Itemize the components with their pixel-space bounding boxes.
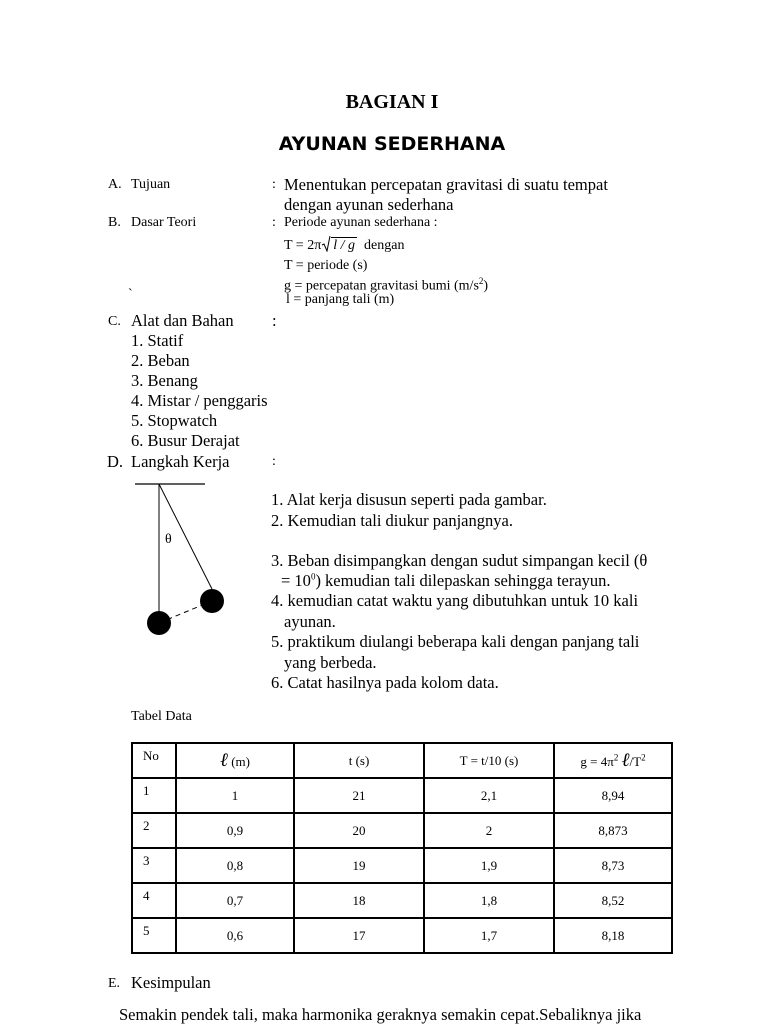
- table-row: [132, 848, 672, 883]
- cell-length: 0,7: [176, 883, 294, 918]
- cell-period: 2,1: [424, 778, 554, 813]
- cell-period: 1,9: [424, 848, 554, 883]
- cell-period: 1,8: [424, 883, 554, 918]
- table-row: [132, 778, 672, 813]
- data-table: [131, 742, 673, 954]
- cell-time: 20: [294, 813, 424, 848]
- bob-rest: [147, 611, 171, 635]
- section-b-label: Dasar Teori: [131, 215, 197, 230]
- conclusion-text: Semakin pendek tali, maka harmonika geraknya semakin cepat.Sebaliknya jika: [119, 1005, 642, 1024]
- formula-radicand: l / g: [333, 238, 356, 253]
- section-c-label: Alat dan Bahan: [131, 311, 234, 330]
- step-item: 5. praktikum diulangi beberapa kali dengan panjang tali: [271, 632, 640, 651]
- page-subtitle: AYUNAN SEDERHANA: [278, 133, 506, 155]
- g-mid: /T: [629, 754, 642, 769]
- length-symbol: ℓ: [220, 749, 228, 771]
- cell-no: 3: [132, 848, 176, 883]
- cell-no: 4: [132, 883, 176, 918]
- header-period: T = t/10 (s): [424, 743, 554, 778]
- def-gravity-main: g = percepatan gravitasi bumi (m/s: [284, 278, 479, 294]
- def-gravity-sup: 2: [478, 276, 484, 286]
- section-a-line-2: dengan ayunan sederhana: [284, 195, 454, 214]
- step-item: 4. kemudian catat waktu yang dibutuhkan untuk 10 kali: [271, 591, 639, 610]
- cell-gravity: 8,94: [554, 778, 672, 813]
- tool-item: 6. Busur Derajat: [131, 431, 240, 450]
- step-item: 1. Alat kerja disusun seperti pada gambar.: [271, 490, 547, 509]
- section-d-marker: D.: [107, 452, 124, 471]
- table-caption: Tabel Data: [131, 709, 192, 724]
- section-e-marker: E.: [108, 976, 121, 991]
- cell-gravity: 8,873: [554, 813, 672, 848]
- period-formula: [284, 236, 404, 254]
- table-row: [132, 883, 672, 918]
- section-a-colon: :: [272, 177, 276, 192]
- cell-length: 0,9: [176, 813, 294, 848]
- def-gravity-end: ): [483, 278, 489, 294]
- header-gravity: [554, 743, 672, 778]
- header-no: No: [132, 743, 176, 778]
- cell-time: 19: [294, 848, 424, 883]
- section-b-intro: Periode ayunan sederhana :: [284, 215, 438, 230]
- section-c-colon: :: [272, 311, 277, 330]
- length-unit: (m): [231, 754, 250, 769]
- step-item: 6. Catat hasilnya pada kolom data.: [271, 673, 499, 692]
- step-3-cont-post: ) kemudian tali dilepaskan sehingga terayun.: [315, 571, 611, 590]
- stray-mark: `: [128, 287, 133, 302]
- tool-item: 1. Statif: [131, 331, 184, 350]
- step-item: 2. Kemudian tali diukur panjangnya.: [271, 511, 513, 530]
- formula-lhs: T = 2π: [284, 238, 322, 253]
- step-item: 3. Beban disimpangkan dengan sudut simpangan kecil (θ: [271, 551, 648, 570]
- bob-deflected: [200, 589, 224, 613]
- section-b-colon: :: [272, 215, 276, 230]
- cell-length: 0,6: [176, 918, 294, 953]
- cell-length: 1: [176, 778, 294, 813]
- step-3-cont-sup: 0: [310, 571, 316, 582]
- def-length: l = panjang tali (m): [286, 292, 395, 307]
- radical-sign: [321, 236, 331, 252]
- g-pre: g = 4π: [580, 754, 614, 769]
- cell-no: 2: [132, 813, 176, 848]
- cell-gravity: 8,52: [554, 883, 672, 918]
- table-header-row: [132, 743, 672, 778]
- section-c-marker: C.: [108, 314, 121, 329]
- step-item-cont: yang berbeda.: [284, 653, 377, 672]
- cell-time: 17: [294, 918, 424, 953]
- section-a-label: Tujuan: [131, 177, 171, 192]
- table-row: [132, 813, 672, 848]
- tool-item: 2. Beban: [131, 351, 190, 370]
- cell-no: 5: [132, 918, 176, 953]
- step-3-continuation: [281, 571, 611, 591]
- step-3-cont-pre: = 10: [281, 571, 311, 590]
- page-title: BAGIAN I: [345, 91, 439, 113]
- cell-no: 1: [132, 778, 176, 813]
- section-e-label: Kesimpulan: [131, 973, 211, 992]
- def-period: T = periode (s): [284, 258, 368, 273]
- formula-tail: dengan: [364, 238, 405, 253]
- cell-period: 2: [424, 813, 554, 848]
- tool-item: 3. Benang: [131, 371, 198, 390]
- cell-time: 18: [294, 883, 424, 918]
- cell-period: 1,7: [424, 918, 554, 953]
- angle-label: θ: [165, 532, 172, 547]
- g-length-symbol: ℓ: [621, 749, 630, 771]
- cell-time: 21: [294, 778, 424, 813]
- table-row: [132, 918, 672, 953]
- step-item-cont: ayunan.: [284, 612, 336, 631]
- section-b-marker: B.: [108, 215, 121, 230]
- g-sup1: 2: [613, 752, 619, 763]
- pendulum-diagram: [125, 476, 235, 646]
- header-length: [176, 743, 294, 778]
- cell-gravity: 8,73: [554, 848, 672, 883]
- tool-item: 5. Stopwatch: [131, 411, 218, 430]
- cell-gravity: 8,18: [554, 918, 672, 953]
- section-d-colon: :: [272, 454, 276, 469]
- cell-length: 0,8: [176, 848, 294, 883]
- header-time: t (s): [294, 743, 424, 778]
- section-a-line-1: Menentukan percepatan gravitasi di suatu tempat: [284, 175, 608, 194]
- tool-item: 4. Mistar / penggaris: [131, 391, 268, 410]
- g-sup2: 2: [641, 752, 646, 763]
- section-a-marker: A.: [108, 177, 122, 192]
- section-d-label: Langkah Kerja: [131, 452, 230, 471]
